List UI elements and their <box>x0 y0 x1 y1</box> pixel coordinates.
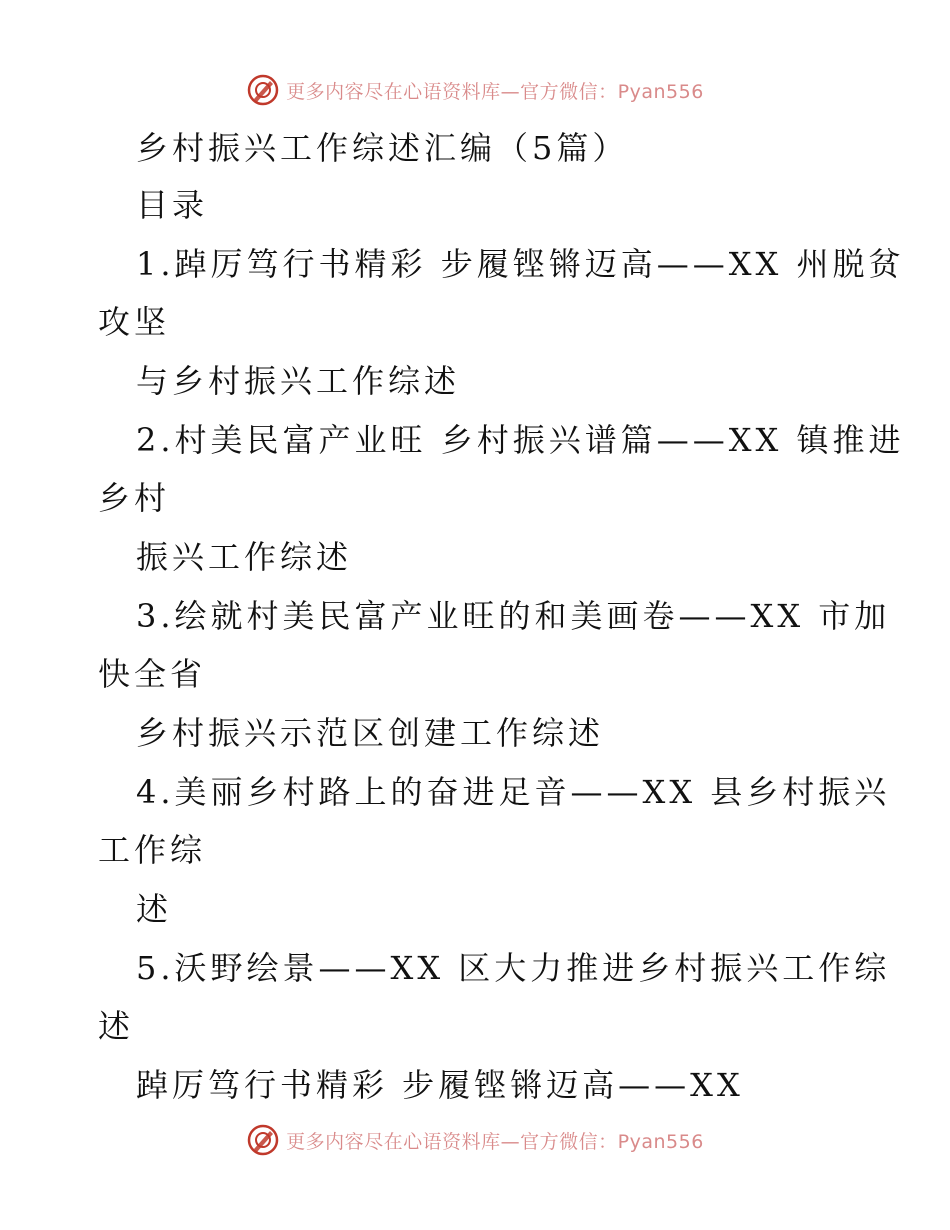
footer-watermark <box>0 1120 950 1160</box>
logo-emblem-icon <box>246 73 280 107</box>
toc-item-1: 1.踔厉笃行书精彩 步履铿锵迈高——XX 州脱贫 <box>136 245 905 283</box>
toc-item-2-cont: 乡村 <box>98 479 171 517</box>
toc-item-3: 3.绘就村美民富产业旺的和美画卷——XX 市加 <box>136 597 891 635</box>
toc-item-4: 4.美丽乡村路上的奋进足音——XX 县乡村振兴 <box>136 773 891 811</box>
toc-item-1-cont2: 与乡村振兴工作综述 <box>136 362 461 400</box>
section-title-1: 踔厉笃行书精彩 步履铿锵迈高——XX <box>136 1066 744 1104</box>
watermark-text: 更多内容尽在心语资料库—官方微信：Pyan556 <box>286 80 704 103</box>
toc-heading: 目录 <box>136 186 209 224</box>
watermark-text: 更多内容尽在心语资料库—官方微信：Pyan556 <box>286 1130 704 1153</box>
toc-item-4-cont: 工作综 <box>98 831 207 869</box>
toc-item-5-cont: 述 <box>98 1007 135 1045</box>
toc-item-3-cont2: 乡村振兴示范区创建工作综述 <box>136 714 605 752</box>
toc-item-4-cont2: 述 <box>136 890 173 928</box>
toc-item-3-cont: 快全省 <box>98 655 207 693</box>
doc-title: 乡村振兴工作综述汇编（5篇） <box>136 129 629 167</box>
header-watermark <box>0 70 950 110</box>
toc-item-2-cont2: 振兴工作综述 <box>136 538 353 576</box>
logo-emblem-icon <box>246 1123 280 1157</box>
toc-item-5: 5.沃野绘景——XX 区大力推进乡村振兴工作综 <box>136 949 891 987</box>
toc-item-2: 2.村美民富产业旺 乡村振兴谱篇——XX 镇推进 <box>136 421 905 459</box>
toc-item-1-cont: 攻坚 <box>98 303 171 341</box>
